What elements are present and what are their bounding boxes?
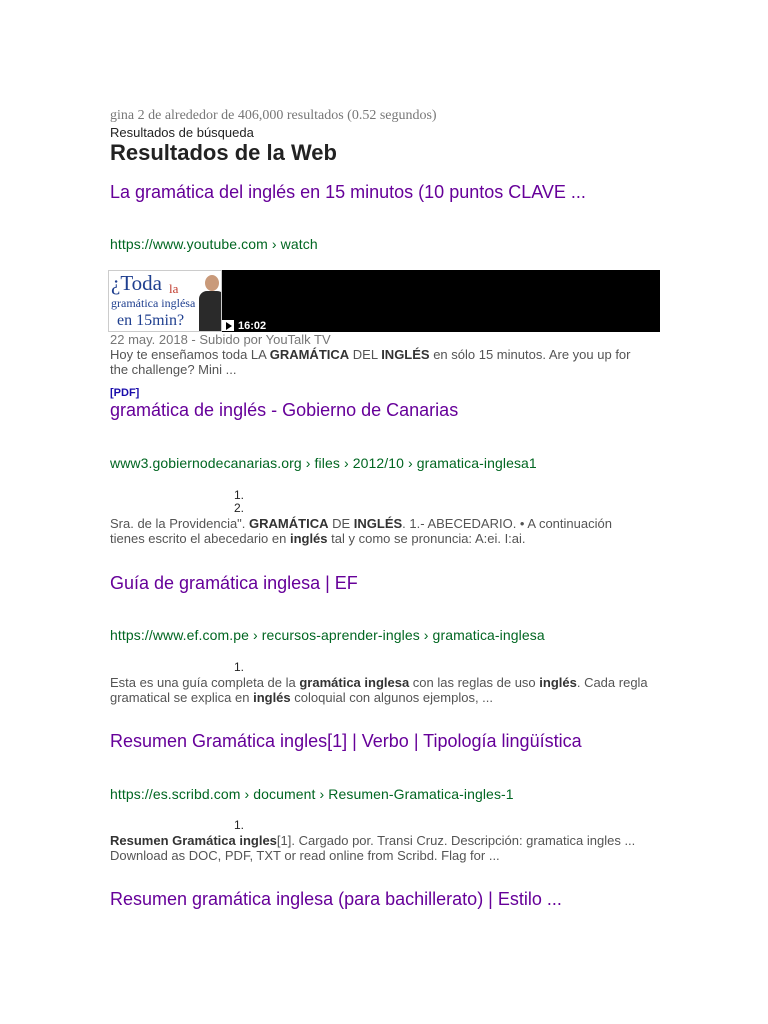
result-2-title-link[interactable]: gramática de inglés - Gobierno de Canarias [110,400,459,420]
result-1-url-domain: https://www.youtube.com [110,236,268,252]
thumb-text-15min: en 15min? [117,312,185,329]
thumb-text-toda: ¿Toda [111,271,163,295]
result-3-snippet: Esta es una guía completa de la gramática inglesa con las reglas de uso inglés. Cada regla gramatical se explica en inglés coloquial con algunos ejemplos, ... [110,675,648,705]
play-icon[interactable] [222,320,234,331]
result-3-title-link[interactable]: Guía de gramática inglesa | EF [110,573,358,593]
section-title: Resultados de la Web [110,140,337,165]
result-4-url-path: › document › Resumen-Gramatica-ingles-1 [240,786,514,802]
result-4-title-link[interactable]: Resumen Gramática ingles[1] | Verbo | Tipología lingüística [110,731,582,751]
result-1-snippet: Hoy te enseñamos toda LA GRAMÁTICA DEL INGLÉS en sólo 15 minutos. Are you up for the challenge? Mini ... [110,347,631,377]
presenter-figure [199,271,222,332]
video-thumbnail-image [108,270,222,332]
search-results-label: Resultados de búsqueda [110,125,254,140]
results-stats: gina 2 de alrededor de 406,000 resultados (0.52 segundos) [110,108,437,123]
thumb-text-la: la [169,281,179,296]
thumb-text-gramatica: gramática inglésa [111,296,196,310]
result-1-url[interactable] [110,236,318,252]
result-2-url[interactable] [110,455,537,471]
result-4-snippet: Resumen Gramática ingles[1]. Cargado por. Transi Cruz. Descripción: gramatica ingles ... Download as DOC, PDF, TXT or read online from Scribd. Flag for ... [110,833,636,863]
result-1-url-path: › watch [267,236,318,252]
result-1-title-link[interactable]: La gramática del inglés en 15 minutos (10 puntos CLAVE ... [110,182,586,202]
result-5-title-link[interactable]: Resumen gramática inglesa (para bachillerato) | Estilo ... [110,889,562,909]
result-2-number-2: 2. [234,501,245,515]
result-4-url[interactable] [110,786,514,802]
result-2-url-path: › files › 2012/10 › gramatica-inglesa1 [301,455,537,471]
result-1-meta: 22 may. 2018 - Subido por YouTalk TV [110,332,331,347]
result-2-number-1: 1. [234,488,245,502]
result-3-url-path: › recursos-aprender-ingles › gramatica-inglesa [249,627,545,643]
result-2-url-domain: www3.gobiernodecanarias.org [110,455,302,471]
result-4-url-domain: https://es.scribd.com [110,786,241,802]
video-duration: 16:02 [238,320,267,332]
result-3-number-1: 1. [234,660,245,674]
result-2-pdf-tag: [PDF] [110,387,140,399]
result-3-url[interactable] [110,627,545,643]
result-2-snippet: Sra. de la Providencia". GRAMÁTICA DE INGLÉS. 1.- ABECEDARIO. • A continuación tienes escrito el abecedario en inglés tal y como se pronuncia: A:ei. I:ai. [110,516,612,546]
result-1-video-thumbnail[interactable] [108,270,660,332]
result-3-url-domain: https://www.ef.com.pe [110,627,250,643]
result-4-number-1: 1. [234,818,245,832]
